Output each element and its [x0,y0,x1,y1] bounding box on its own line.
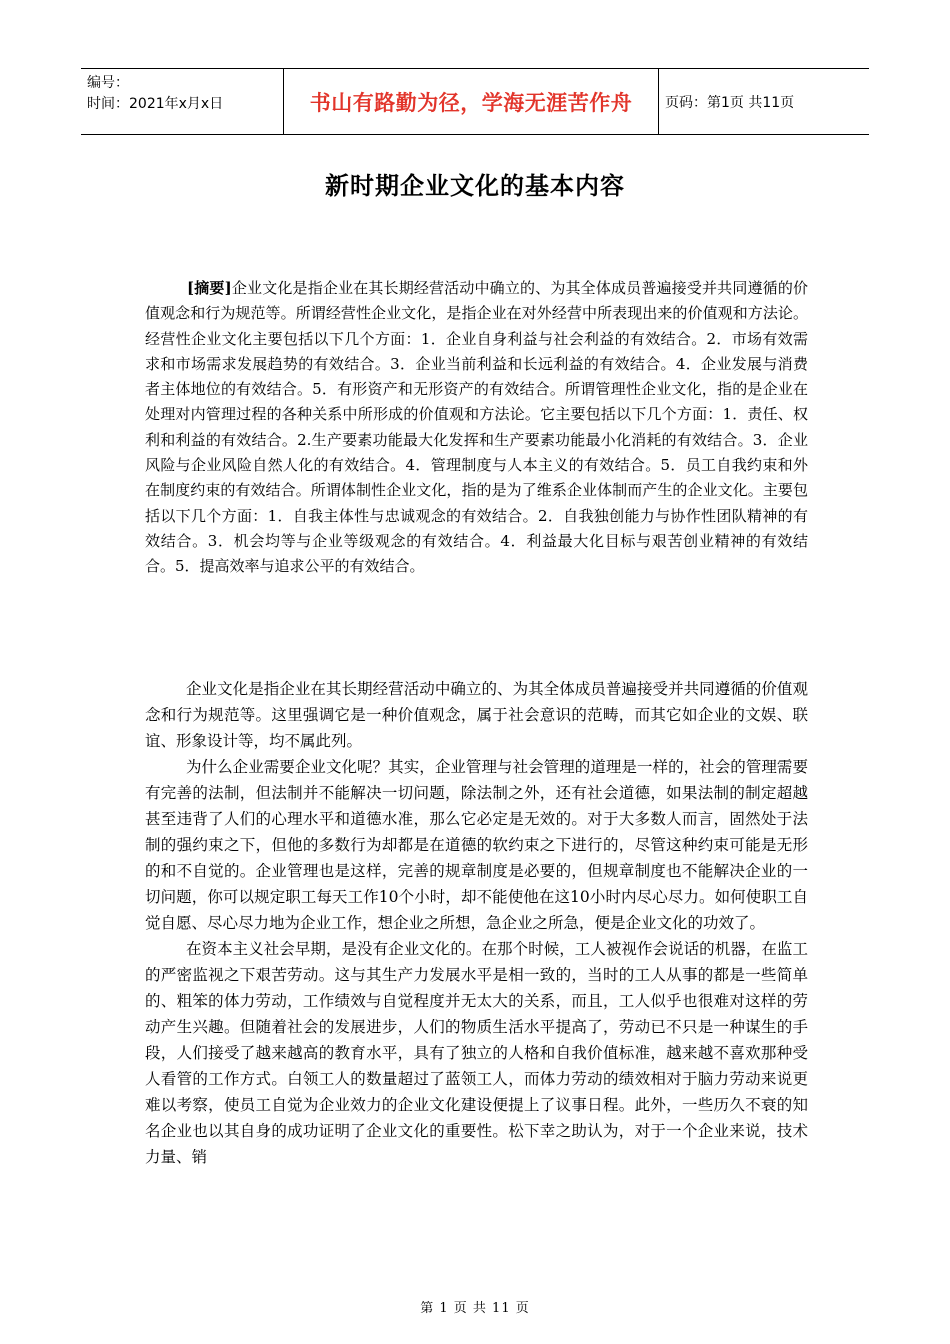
abstract-tag: [摘要] [187,279,232,297]
serial-number-label: 编号： [87,75,129,91]
page-footer: 第 1 页 共 11 页 [420,1301,530,1316]
header-motto-cell [283,69,659,134]
paragraph: 为什么企业需要企业文化呢？其实，企业管理与社会管理的道理是一样的，社会的管理需要有完善的法制，但法制并不能解决一切问题，除法制之外，还有社会道德，如果法制的制定超越甚至违背了人们的心理水平和道德水准，那么它必定是无效的。对于大多数人而言，固然处于法制的强约束之下，但他的多数行为却都是在道德的软约束之下进行的，尽管这种约束可能是无形的和不自觉的。企业管理也是这样，完善的规章制度是必要的，但规章制度也不能解决企业的一切问题，你可以规定职工每天工作10个小时，却不能使他在这10小时内尽心尽力。如何使职工自觉自愿、尽心尽力地为企业工作，想企业之所想，急企业之所急，便是企业文化的功效了。 [145,758,808,932]
document-title: 新时期企业文化的基本内容 [325,172,625,200]
paragraph: 在资本主义社会早期，是没有企业文化的。在那个时候，工人被视作会说话的机器，在监工的严密监视之下艰苦劳动。这与其生产力发展水平是相一致的，当时的工人从事的都是一些简单的、粗笨的体力劳动，工作绩效与自觉程度并无太大的关系，而且，工人似乎也很难对这样的劳动产生兴趣。但随着社会的发展进步，人们的物质生活水平提高了，劳动已不只是一种谋生的手段，人们接受了越来越高的教育水平，具有了独立的人格和自我价值标准，越来越不喜欢那种受人看管的工作方式。白领工人的数量超过了蓝领工人，而体力劳动的绩效相对于脑力劳动来说更难以考察，使员工自觉为企业效力的企业文化建设便提上了议事日程。此外，一些历久不衰的知名企业也以其自身的成功证明了企业文化的重要性。松下幸之助认为，对于一个企业来说，技术力量、销 [145,940,808,1166]
abstract [145,276,808,580]
abstract-text: 企业文化是指企业在其长期经营活动中确立的、为其全体成员普遍接受并共同遵循的价值观念和行为规范等。所谓经营性企业文化，是指企业在对外经营中所表现出来的价值观和方法论。经营性企业文化主要包括以下几个方面：1．企业自身利益与社会利益的有效结合。2．市场有效需求和市场需求发展趋势的有效结合。3．企业当前利益和长远利益的有效结合。4．企业发展与消费者主体地位的有效结合。5．有形资产和无形资产的有效结合。所谓管理性企业文化，指的是企业在处理对内管理过程的各种关系中所形成的价值观和方法论。它主要包括以下几个方面：1．责任、权利和利益的有效结合。2.生产要素功能最大化发挥和生产要素功能最小化消耗的有效结合。3．企业风险与企业风险自然人化的有效结合。4．管理制度与人本主义的有效结合。5．员工自我约束和外在制度约束的有效结合。所谓体制性企业文化，指的是为了维系企业体制而产生的企业文化。主要包括以下几个方面：1．自我主体性与忠诚观念的有效结合。2．自我独创能力与协作性团队精神的有效结合。3．机会均等与企业等级观念的有效结合。4．利益最大化目标与艰苦创业精神的有效结合。5．提高效率与追求公平的有效结合。 [145,279,808,576]
document-header [81,68,869,135]
motto-text: 书山有路勤为径，学海无涯苦作舟 [309,90,633,115]
page-info: 页码：第1页 共11页 [665,94,795,111]
header-meta [81,69,283,134]
body-text [145,676,808,1170]
paragraph: 企业文化是指企业在其长期经营活动中确立的、为其全体成员普遍接受并共同遵循的价值观念和行为规范等。这里强调它是一种价值观念，属于社会意识的范畴，而其它如企业的文娱、联谊、形象设计等，均不属此列。 [145,680,808,750]
header-page-info-cell [659,69,869,134]
date-label: 时间：2021年x月x日 [87,96,224,112]
